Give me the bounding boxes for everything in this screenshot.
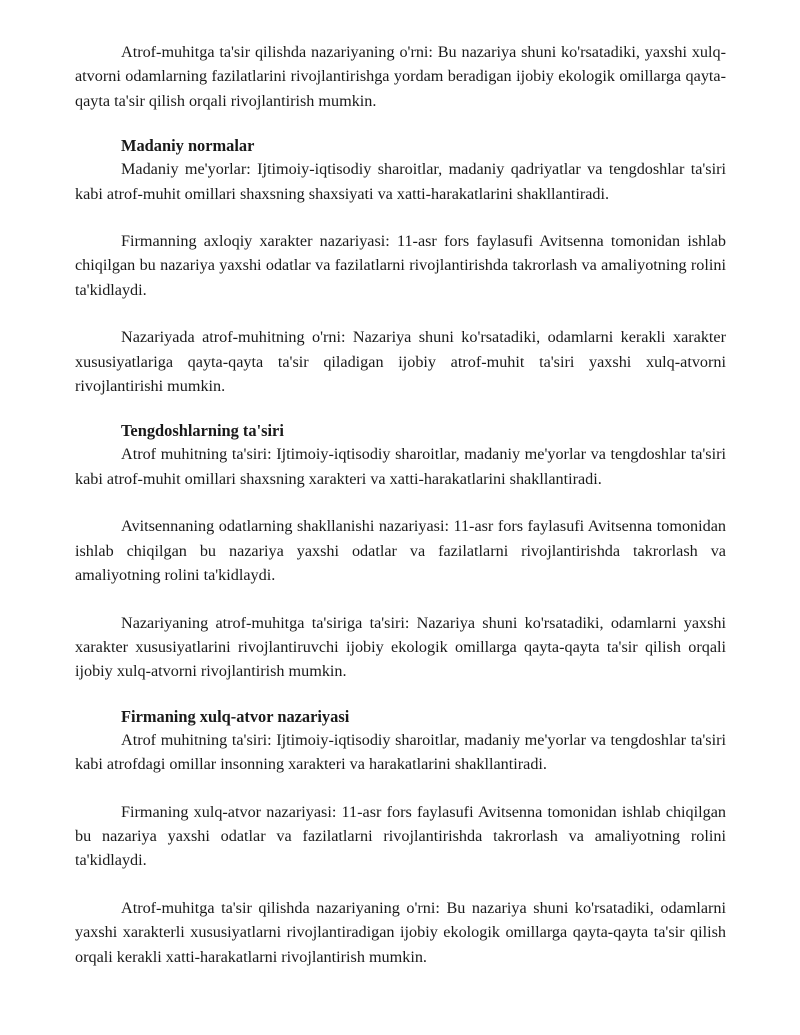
paragraph: Avitsennaning odatlarning shakllanishi nazariyasi: 11-asr fors faylasufi Avitsenna tomonidan ishlab chiqilgan bu nazariya yaxshi odatlar va fazilatlarni rivojlantirishda takrorlash va amaliyotning rolini ta'kidlaydi.	[75, 517, 726, 585]
section-heading: Tengdoshlarning ta'siri	[121, 421, 284, 441]
paragraph: Nazariyada atrof-muhitning o'rni: Nazariya shuni ko'rsatadiki, odamlarni kerakli xarakter xususiyatlariga qayta-qayta ta'sir qiladigan ijobiy atrof-muhit ta'siri yaxshi xulq-atvorni rivojlantirishi mumkin.	[75, 328, 726, 396]
paragraph: Firmaning xulq-atvor nazariyasi: 11-asr fors faylasufi Avitsenna tomonidan ishlab chiqilgan bu nazariya yaxshi odatlar va fazilatlarni rivojlantirishda takrorlash va amaliyotning rolini ta'kidlaydi.	[75, 802, 726, 870]
paragraph: Atrof muhitning ta'siri: Ijtimoiy-iqtisodiy sharoitlar, madaniy me'yorlar va tengdoshlar ta'siri kabi atrofdagi omillar insonning xarakteri va harakatlarini shakllantiradi.	[75, 730, 726, 774]
paragraph: Atrof-muhitga ta'sir qilishda nazariyaning o'rni: Bu nazariya shuni ko'rsatadiki, yaxshi xulq-atvorni odamlarning fazilatlarini rivojlantirishga yordam beradigan ijobiy ekologik omillarga qayta-qayta ta'sir qilish orqali rivojlantirish mumkin.	[75, 43, 726, 110]
paragraph: Atrof muhitning ta'siri: Ijtimoiy-iqtisodiy sharoitlar, madaniy me'yorlar va tengdoshlar ta'siri kabi atrof-muhit omillari shaxsning xarakteri va xatti-harakatlarini shakllantiradi.	[75, 445, 726, 488]
paragraph: Nazariyaning atrof-muhitga ta'siriga ta'siri: Nazariya shuni ko'rsatadiki, odamlarni yaxshi xarakter xususiyatlarini rivojlantiruvchi ijobiy ekologik omillarga qayta-qayta ta'sir qilish orqali ijobiy xulq-atvorni rivojlantirish mumkin.	[75, 613, 726, 681]
section-heading: Madaniy normalar	[121, 136, 255, 156]
paragraph: Madaniy me'yorlar: Ijtimoiy-iqtisodiy sharoitlar, madaniy qadriyatlar va tengdoshlar ta'siri kabi atrof-muhit omillari shaxsning shaxsiyati va xatti-harakatlarini shakllantiradi.	[75, 160, 726, 203]
paragraph: Firmanning axloqiy xarakter nazariyasi: 11-asr fors faylasufi Avitsenna tomonidan ishlab chiqilgan bu nazariya yaxshi odatlar va fazilatlarni rivojlantirishda takrorlash va amaliyotning rolini ta'kidlaydi.	[75, 232, 726, 299]
paragraph: Atrof-muhitga ta'sir qilishda nazariyaning o'rni: Bu nazariya shuni ko'rsatadiki, odamlarni yaxshi xarakterli xususiyatlarni rivojlantiradigan ijobiy ekologik omillarga qayta-qayta ta'sir qilish orqali kerakli xatti-harakatlarni rivojlantirish mumkin.	[75, 898, 726, 966]
document-page	[75, 40, 726, 969]
section-heading: Firmaning xulq-atvor nazariyasi	[121, 706, 350, 726]
